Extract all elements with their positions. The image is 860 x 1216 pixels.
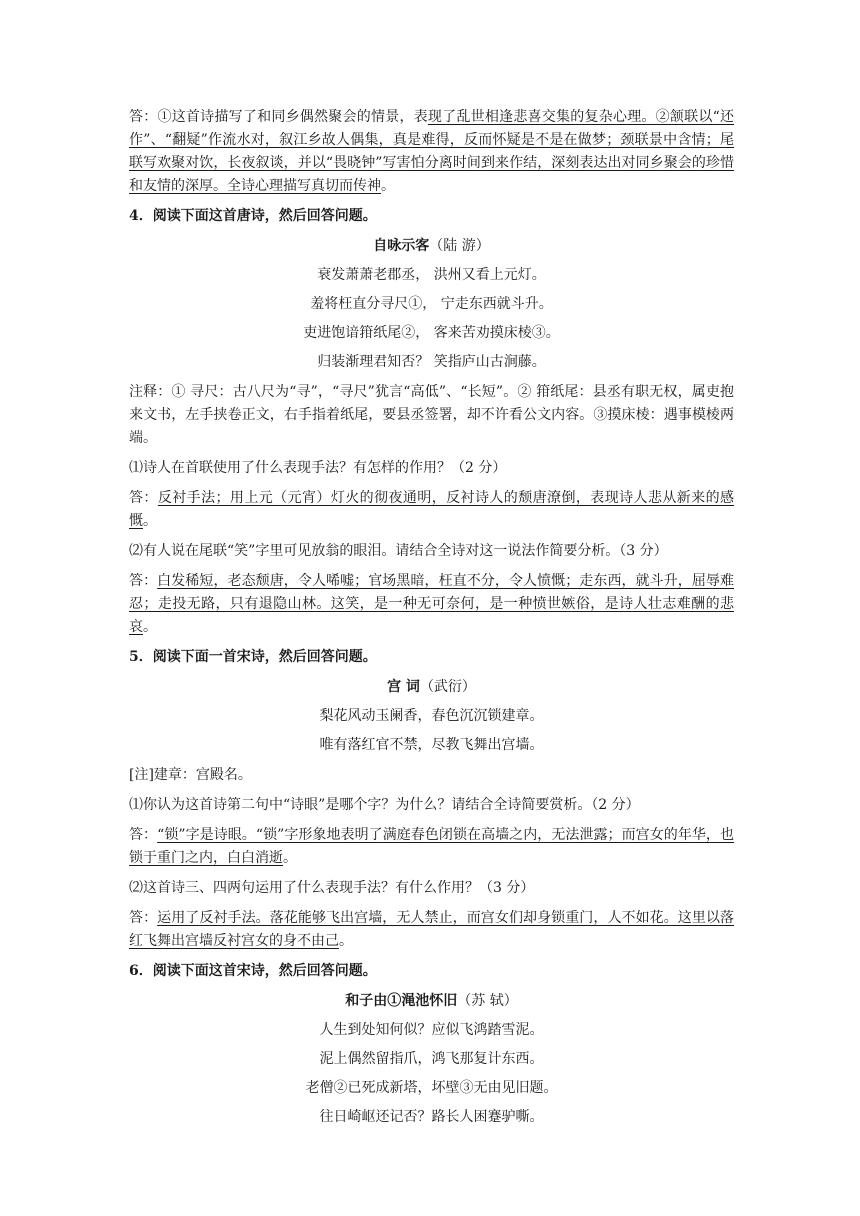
q4-note: 注释：① 寻尺：古八尺为“寻”，“寻尺”犹言“高低”、“长短”。② 箝纸尾：县丞有职无权，属吏抱来文书，左手挟卷正文，右手指着纸尾，要县丞签署，却不许看公文内容。③摸床棱：遇事模棱两端。	[129, 384, 734, 446]
q5-heading: 5．阅读下面一首宋诗，然后回答问题。	[129, 649, 377, 665]
q5-sub1-question: ⑴你认为这首诗第二句中“诗眼”是哪个字？为什么？请结合全诗简要赏析。（2 分）	[129, 797, 640, 813]
q5-poem-title: 宫 词（武衍）	[387, 679, 476, 695]
document-body	[129, 106, 734, 1129]
q6-poem-line: 泥上偶然留指爪，鸿飞那复计东西。	[319, 1051, 544, 1067]
q5-sub2-question: ⑵这首诗三、四两句运用了什么表现手法？有什么作用？（3 分）	[129, 880, 535, 896]
q5-sub1-answer: 答：“锁”字是诗眼。“锁”字形象地表明了满庭春色闭锁在高墙之内，无法泄露；而宫女的年华，也锁于重门之内，白白消逝。	[129, 827, 734, 866]
q6-poem-title: 和子由①渑池怀旧（苏 轼）	[345, 993, 518, 1009]
q4-heading: 4．阅读下面这首唐诗，然后回答问题。	[129, 208, 377, 224]
q4-sub2-question: ⑵有人说在尾联“笑”字里可见放翁的眼泪。请结合全诗对这一说法作简要分析。（3 分）	[129, 543, 668, 559]
q4-poem-line: 羞将枉直分寻尺①， 宁走东西就斗升。	[310, 296, 553, 312]
q4-poem-line: 归装渐理君知否？ 笑指庐山古涧藤。	[317, 354, 546, 370]
q4-poem-line: 吏进饱谙箝纸尾②， 客来苦劝摸床棱③。	[303, 325, 560, 341]
q5-sub2-answer: 答：运用了反衬手法。落花能够飞出宫墙，无人禁止，而宫女们却身锁重门，人不如花。这里以落红飞舞出宫墙反衬宫女的身不由己。	[129, 910, 735, 949]
q6-poem-line: 人生到处知何似？应似飞鸿踏雪泥。	[319, 1022, 544, 1038]
q3-answer-underlined: 现了乱世相逢悲喜交集的复杂心理。②颔联以“还作”、“翻疑”作流水对，叙江乡故人偶集，真是难得，反而怀疑是不是在做梦；颈联景中含情；尾联写欢聚对饮，长夜叙谈，并以“畏晓钟”写害怕分离时间到来作结，深刻表达出对同乡聚会的珍惜和友情的深厚。全诗心理描写真切而传神	[129, 109, 734, 194]
q4-sub1-answer: 答：反衬手法；用上元（元宵）灯火的彻夜通明，反衬诗人的颓唐潦倒，表现诗人悲从新来的感慨。	[129, 490, 735, 529]
q4-sub1-question: ⑴诗人在首联使用了什么表现手法？有怎样的作用？（2 分）	[129, 460, 507, 476]
q5-poem-line: 梨花风动玉阑香，春色沉沉锁建章。	[319, 708, 544, 724]
q5-note: [注]建章：宫殿名。	[129, 767, 252, 783]
q4-poem-line: 衰发萧萧老郡丞， 洪州又看上元灯。	[317, 267, 546, 283]
q3-answer: 答：①这首诗描写了和同乡偶然聚会的情景，表现了乱世相逢悲喜交集的复杂心理。②颔联以“还作”、“翻疑”作流水对，叙江乡故人偶集，真是难得，反而怀疑是不是在做梦；颈联景中含情；尾联写欢聚对饮，长夜叙谈，并以“畏晓钟”写害怕分离时间到来作结，深刻表达出对同乡聚会的珍惜和友情的深厚。全诗心理描写真切而传神。	[129, 109, 734, 194]
q6-heading: 6．阅读下面这首宋诗，然后回答问题。	[129, 963, 377, 979]
q6-poem-line: 老僧②已死成新塔，坏壁③无由见旧题。	[305, 1080, 558, 1096]
q4-poem-title: 自咏示客（陆 游）	[373, 238, 490, 254]
q5-poem-line: 唯有落红官不禁，尽教飞舞出宫墙。	[319, 737, 544, 753]
q4-sub2-answer: 答：白发稀短，老态颓唐，令人唏嘘；官场黑暗，枉直不分，令人愤慨；走东西，就斗升，屈辱难忍；走投无路，只有退隐山林。这笑，是一种无可奈何，是一种愤世嫉俗，是诗人壮志难酬的悲哀。	[129, 573, 735, 635]
q6-poem-line: 往日崎岖还记否？路长人困蹇驴嘶。	[319, 1109, 544, 1125]
